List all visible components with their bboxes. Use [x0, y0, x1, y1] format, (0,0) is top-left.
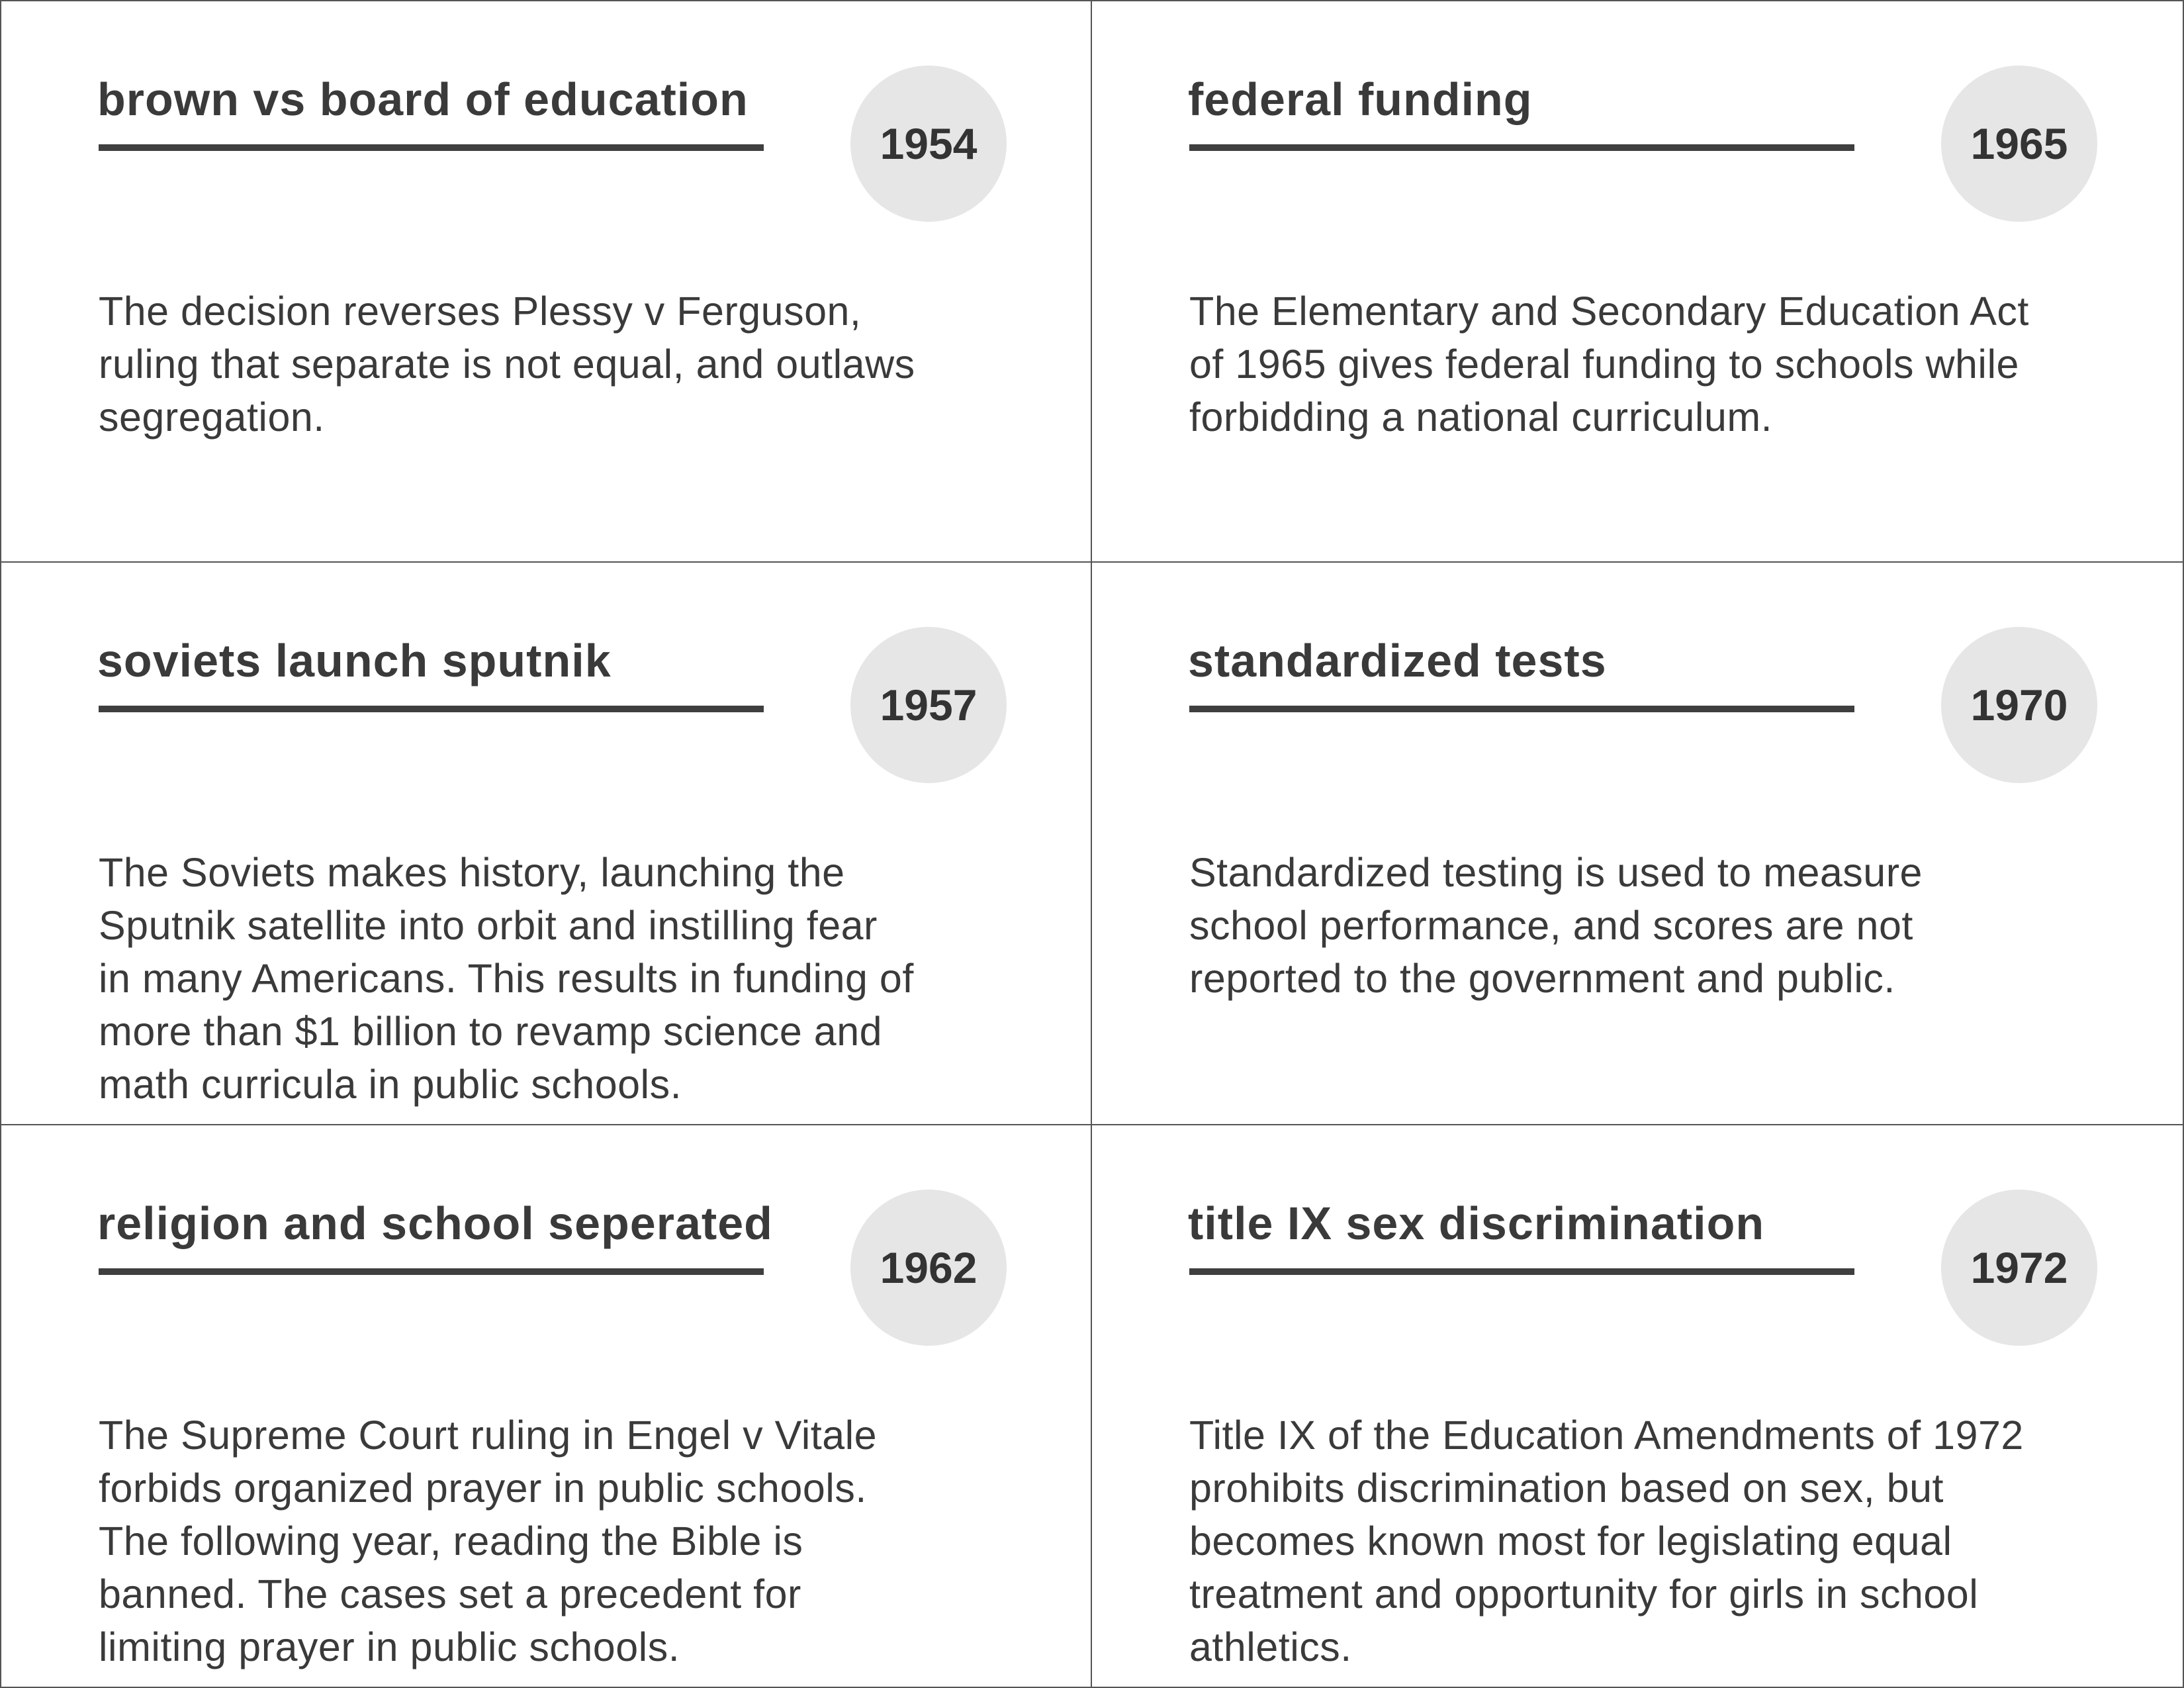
description-line: The following year, reading the Bible is — [99, 1519, 803, 1564]
description-line: The Supreme Court ruling in Engel v Vitale — [99, 1413, 878, 1458]
description-line: in many Americans. This results in funding of — [99, 956, 914, 1001]
description-line: more than $1 billion to revamp science and — [99, 1009, 883, 1054]
description-line: The decision reverses Plessy v Ferguson, — [99, 289, 862, 334]
year-badge: 1954 — [850, 66, 1007, 222]
event-card-religion-school — [0, 1125, 1092, 1688]
event-description — [1189, 285, 2129, 444]
description-line: Title IX of the Education Amendments of 1972 — [1189, 1413, 2024, 1458]
year-badge: 1972 — [1941, 1190, 2097, 1346]
event-description — [99, 846, 1038, 1111]
description-line: segregation. — [99, 395, 325, 440]
description-line: Standardized testing is used to measure — [1189, 850, 1923, 895]
description-line: banned. The cases set a precedent for — [99, 1571, 801, 1617]
event-title: federal funding — [1188, 73, 1533, 125]
description-line: prohibits discrimination based on sex, but — [1189, 1466, 1944, 1511]
description-line: reported to the government and public. — [1189, 956, 1895, 1001]
description-line: The Elementary and Secondary Education Act — [1189, 289, 2029, 334]
title-underline — [1189, 144, 1854, 151]
event-card-sputnik — [0, 563, 1092, 1125]
description-line: ruling that separate is not equal, and outlaws — [99, 342, 915, 387]
event-description — [99, 285, 1038, 444]
description-line: limiting prayer in public schools. — [99, 1624, 680, 1669]
description-line: treatment and opportunity for girls in school — [1189, 1571, 1979, 1617]
description-line: of 1965 gives federal funding to schools while — [1189, 342, 2019, 387]
event-title: standardized tests — [1188, 635, 1607, 686]
description-line: forbidding a national curriculum. — [1189, 395, 1773, 440]
event-description — [1189, 1409, 2129, 1673]
description-line: athletics. — [1189, 1624, 1352, 1669]
description-line: Sputnik satellite into orbit and instilling fear — [99, 903, 878, 948]
title-underline — [1189, 706, 1854, 712]
event-card-brown-v-board — [0, 0, 1092, 563]
title-underline — [99, 706, 764, 712]
title-underline — [99, 1268, 764, 1275]
event-title: brown vs board of education — [97, 73, 749, 125]
description-line: math curricula in public schools. — [99, 1062, 682, 1107]
title-underline — [1189, 1268, 1854, 1275]
event-title: soviets launch sputnik — [97, 635, 612, 686]
event-card-title-ix — [1092, 1125, 2184, 1688]
event-description — [1189, 846, 2129, 1005]
year-badge: 1957 — [850, 627, 1007, 783]
event-title: title IX sex discrimination — [1188, 1197, 1765, 1249]
year-badge: 1965 — [1941, 66, 2097, 222]
event-description — [99, 1409, 1038, 1673]
description-line: becomes known most for legislating equal — [1189, 1519, 1952, 1564]
event-card-standardized-tests — [1092, 563, 2184, 1125]
year-badge: 1962 — [850, 1190, 1007, 1346]
title-underline — [99, 144, 764, 151]
event-card-federal-funding — [1092, 0, 2184, 563]
event-title: religion and school seperated — [97, 1197, 773, 1249]
description-line: school performance, and scores are not — [1189, 903, 1913, 948]
description-line: The Soviets makes history, launching the — [99, 850, 845, 895]
description-line: forbids organized prayer in public schools. — [99, 1466, 867, 1511]
year-badge: 1970 — [1941, 627, 2097, 783]
